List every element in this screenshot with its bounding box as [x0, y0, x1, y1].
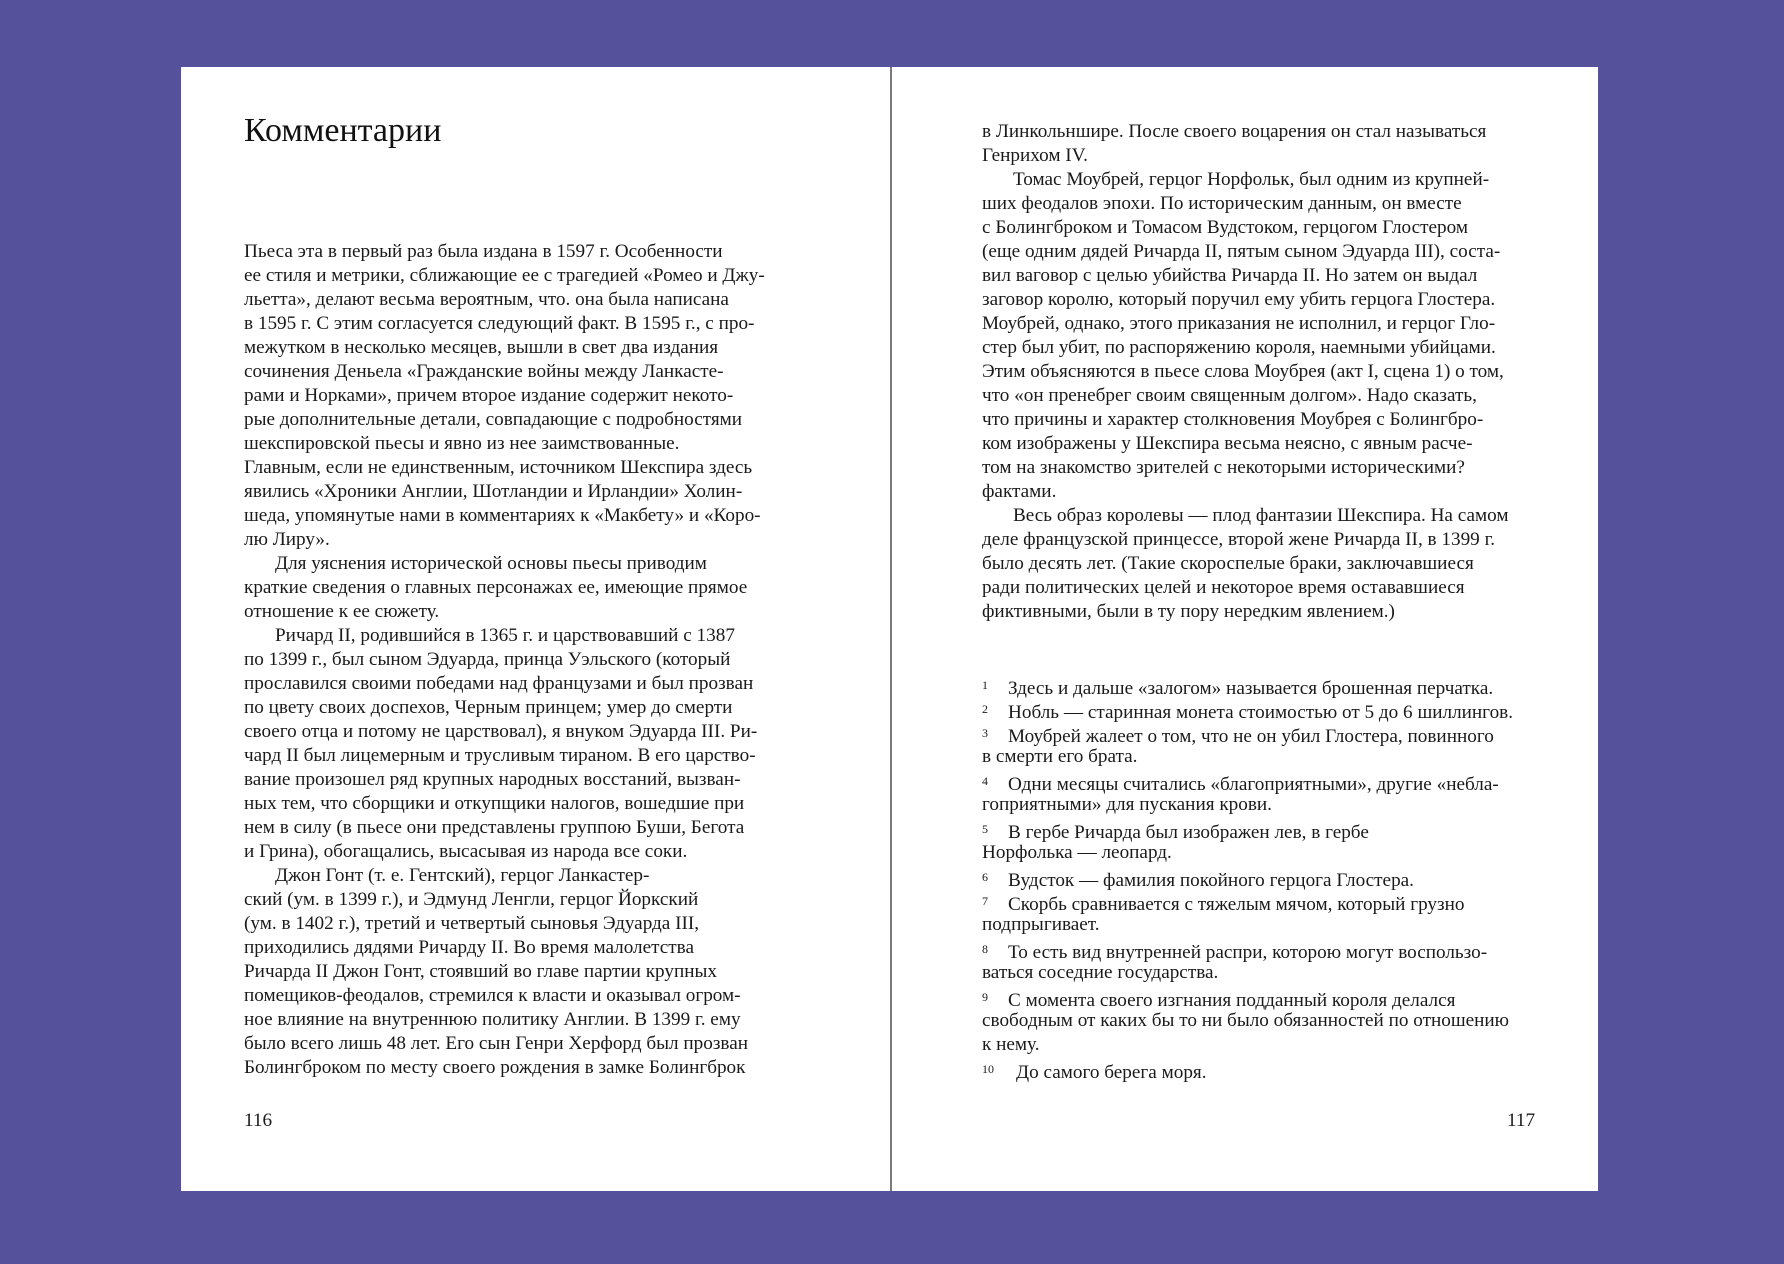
text-line: заговор королю, который поручил ему убить герцога Глостера.	[982, 289, 1496, 310]
footnote	[982, 817, 1582, 865]
text-line: и Грина), обогащались, высасывая из народа все соки.	[244, 841, 688, 862]
footnote-number: 4	[982, 774, 988, 788]
footnote-text: До самого берега моря.	[1016, 1062, 1207, 1083]
text-line: Ричард II, родившийся в 1365 г. и царствовавший с 1387	[275, 625, 735, 646]
text-line: по 1399 г., был сыном Эдуарда, принца Уэльского (который	[244, 649, 731, 670]
text-line: Болингброком по месту своего рождения в замке Болингброк	[244, 1057, 746, 1078]
text-line: прославился своими победами над французами и был прозван	[244, 673, 754, 694]
text-line: (ум. в 1402 г.), третий и четвертый сыновья Эдуарда III,	[244, 913, 700, 934]
footnote	[982, 937, 1582, 985]
footnote-text: Нобль — старинная монета стоимостью от 5 до 6 шиллингов.	[1008, 702, 1514, 723]
text-line: что причины и характер столкновения Моубрея с Болингбро-	[982, 409, 1484, 430]
footnote	[982, 865, 1582, 889]
text-line: помещиков-феодалов, стремился к власти и оказывал огром-	[244, 985, 741, 1006]
text-line: рые дополнительные детали, совпадающие с подробностями	[244, 409, 743, 430]
text-line: было десять лет. (Такие скороспелые браки, заключавшиеся	[982, 553, 1474, 574]
footnote-text: Вудсток — фамилия покойного герцога Глостера.	[1008, 870, 1414, 891]
footnote-number: 3	[982, 726, 988, 740]
footnote-line	[982, 937, 1582, 961]
footnote-line	[982, 721, 1582, 745]
text-line: фактами.	[982, 481, 1057, 502]
footnote-number: 9	[982, 990, 988, 1004]
footnote-text: Здесь и дальше «залогом» называется брошенная перчатка.	[1008, 678, 1494, 699]
text-line: том на знакомство зрителей с некоторыми историческими?	[982, 457, 1465, 478]
footnote-line	[982, 1033, 1582, 1057]
footnote-number: 7	[982, 894, 988, 908]
text-line: ский (ум. в 1399 г.), и Эдмунд Ленгли, герцог Йоркский	[244, 889, 699, 910]
footnote-number: 10	[982, 1062, 994, 1076]
footnote-number: 2	[982, 702, 988, 716]
text-line: что «он пренебрег своим священным долгом». Надо сказать,	[982, 385, 1477, 406]
page-title: Комментарии	[244, 112, 442, 149]
footnote-text: В гербе Ричарда был изображен лев, в гербе	[1008, 822, 1369, 843]
text-line: отношение к ее сюжету.	[244, 601, 440, 622]
text-line: Главным, если не единственным, источником Шекспира здесь	[244, 457, 753, 478]
footnote-line	[982, 889, 1582, 913]
footnote-line	[982, 841, 1582, 865]
text-line: Джон Гонт (т. е. Гентский), герцог Ланкастер-	[275, 865, 650, 886]
text-line: ее стиля и метрики, сближающие ее с трагедией «Ромео и Джу-	[244, 265, 765, 286]
footnote-line	[982, 1009, 1582, 1033]
text-line: приходились дядями Ричарду II. Во время малолетства	[244, 937, 694, 958]
text-line: ших феодалов эпохи. По историческим данным, он вместе	[982, 193, 1462, 214]
page-number-left: 116	[244, 1110, 273, 1131]
left-page	[181, 67, 890, 1191]
text-line: с Болингброком и Томасом Вудстоком, герцогом Глостером	[982, 217, 1468, 238]
footnote	[982, 769, 1582, 817]
footnote-text: Одни месяцы считались «благоприятными», другие «небла-	[1008, 774, 1499, 795]
footnote-line	[982, 985, 1582, 1009]
right-body-text	[982, 120, 1582, 624]
text-line: было всего лишь 48 лет. Его сын Генри Херфорд был прозван	[244, 1033, 748, 1054]
footnote-line	[982, 769, 1582, 793]
footnote-line	[982, 673, 1582, 697]
footnote-text: к нему.	[982, 1034, 1040, 1055]
right-page	[892, 67, 1598, 1191]
text-line: сочинения Деньела «Гражданские войны между Ланкасте-	[244, 361, 724, 382]
footnote-text: С момента своего изгнания подданный короля делался	[1008, 990, 1456, 1011]
text-line: ных тем, что сборщики и откупщики налогов, вошедшие при	[244, 793, 745, 814]
footnote-text: Моубрей жалеет о том, что не он убил Глостера, повинного	[1008, 726, 1494, 747]
footnote-text: Норфолька — леопард.	[982, 842, 1172, 863]
text-line: Ричарда II Джон Гонт, стоявший во главе партии крупных	[244, 961, 717, 982]
footnote	[982, 985, 1582, 1057]
text-line: краткие сведения о главных персонажах ее, имеющие прямое	[244, 577, 748, 598]
text-line: нем в силу (в пьесе они представлены группою Буши, Бегота	[244, 817, 745, 838]
footnote-text: ваться соседние государства.	[982, 962, 1219, 983]
text-line: по цвету своих доспехов, Черным принцем; умер до смерти	[244, 697, 733, 718]
footnote	[982, 673, 1582, 697]
footnote-text: свободным от каких бы то ни было обязанностей по отношению	[982, 1010, 1509, 1031]
text-line: Этим объясняются в пьесе слова Моубрея (акт I, сцена 1) о том,	[982, 361, 1504, 382]
text-line: ком изображены у Шекспира весьма неясно, с явным расче-	[982, 433, 1473, 454]
footnote	[982, 889, 1582, 937]
footnotes	[982, 673, 1582, 1081]
left-body-text	[244, 240, 824, 1080]
text-line: ради политических целей и некоторое время остававшиеся	[982, 577, 1465, 598]
footnote-line	[982, 865, 1582, 889]
footnote-text: Скорбь сравнивается с тяжелым мячом, который грузно	[1008, 894, 1465, 915]
text-line: лю Лиру».	[244, 529, 330, 550]
text-line: фиктивными, были в ту пору нередким явлением.)	[982, 601, 1395, 622]
footnote-text: гоприятными» для пускания крови.	[982, 794, 1272, 815]
footnote	[982, 721, 1582, 769]
footnote-number: 1	[982, 678, 988, 692]
text-line: Моубрей, однако, этого приказания не исполнил, и герцог Гло-	[982, 313, 1496, 334]
footnote-line	[982, 697, 1582, 721]
text-line: явились «Хроники Англии, Шотландии и Ирландии» Холин-	[244, 481, 743, 502]
text-line: вил ваговор с целью убийства Ричарда II. Но затем он выдал	[982, 265, 1478, 286]
text-line: стер был убит, по распоряжению короля, наемными убийцами.	[982, 337, 1496, 358]
footnote-text: подпрыгивает.	[982, 914, 1100, 935]
book-spread	[181, 67, 1598, 1191]
text-line: своего отца и потому не царствовал), я внуком Эдуарда III. Ри-	[244, 721, 758, 742]
footnote-line	[982, 961, 1582, 985]
text-line: рами и Норками», причем второе издание содержит некото-	[244, 385, 734, 406]
footnote-line	[982, 913, 1582, 937]
text-line: в Линкольншире. После своего воцарения он стал называться	[982, 121, 1487, 142]
footnote-line	[982, 745, 1582, 769]
footnote-number: 8	[982, 942, 988, 956]
text-line: Томас Моубрей, герцог Норфольк, был одним из крупней-	[1013, 169, 1490, 190]
text-line: Для уяснения исторической основы пьесы приводим	[275, 553, 707, 574]
text-line: льетта», делают весьма вероятным, что. она была написана	[244, 289, 729, 310]
text-line: чард II был лицемерным и трусливым тираном. В его царство-	[244, 745, 756, 766]
footnote-text: То есть вид внутренней распри, которою могут воспользо-	[1008, 942, 1488, 963]
footnote	[982, 1057, 1582, 1081]
text-line: Пьеса эта в первый раз была издана в 1597 г. Особенности	[244, 241, 723, 262]
text-line: Весь образ королевы — плод фантазии Шекспира. На самом	[1013, 505, 1509, 526]
text-line: межутком в несколько месяцев, вышли в свет два издания	[244, 337, 719, 358]
footnote	[982, 697, 1582, 721]
text-line: ное влияние на внутреннюю политику Англии. В 1399 г. ему	[244, 1009, 741, 1030]
text-line: деле французской принцессе, второй жене Ричарда II, в 1399 г.	[982, 529, 1496, 550]
text-line: в 1595 г. С этим согласуется следующий факт. В 1595 г., с про-	[244, 313, 755, 334]
footnote-number: 5	[982, 822, 988, 836]
footnote-line	[982, 793, 1582, 817]
footnote-number: 6	[982, 870, 988, 884]
footnote-text: в смерти его брата.	[982, 746, 1138, 767]
text-line: шеда, упомянутые нами в комментариях к «Макбету» и «Коро-	[244, 505, 761, 526]
text-line: шекспировской пьесы и явно из нее заимствованные.	[244, 433, 680, 454]
footnote-line	[982, 817, 1582, 841]
text-line: Генрихом IV.	[982, 145, 1088, 166]
footnote-line	[982, 1057, 1582, 1081]
page-number-right: 117	[1507, 1110, 1536, 1131]
text-line: вание произошел ряд крупных народных восстаний, вызван-	[244, 769, 741, 790]
text-line: (еще одним дядей Ричарда II, пятым сыном Эдуарда III), соста-	[982, 241, 1501, 262]
